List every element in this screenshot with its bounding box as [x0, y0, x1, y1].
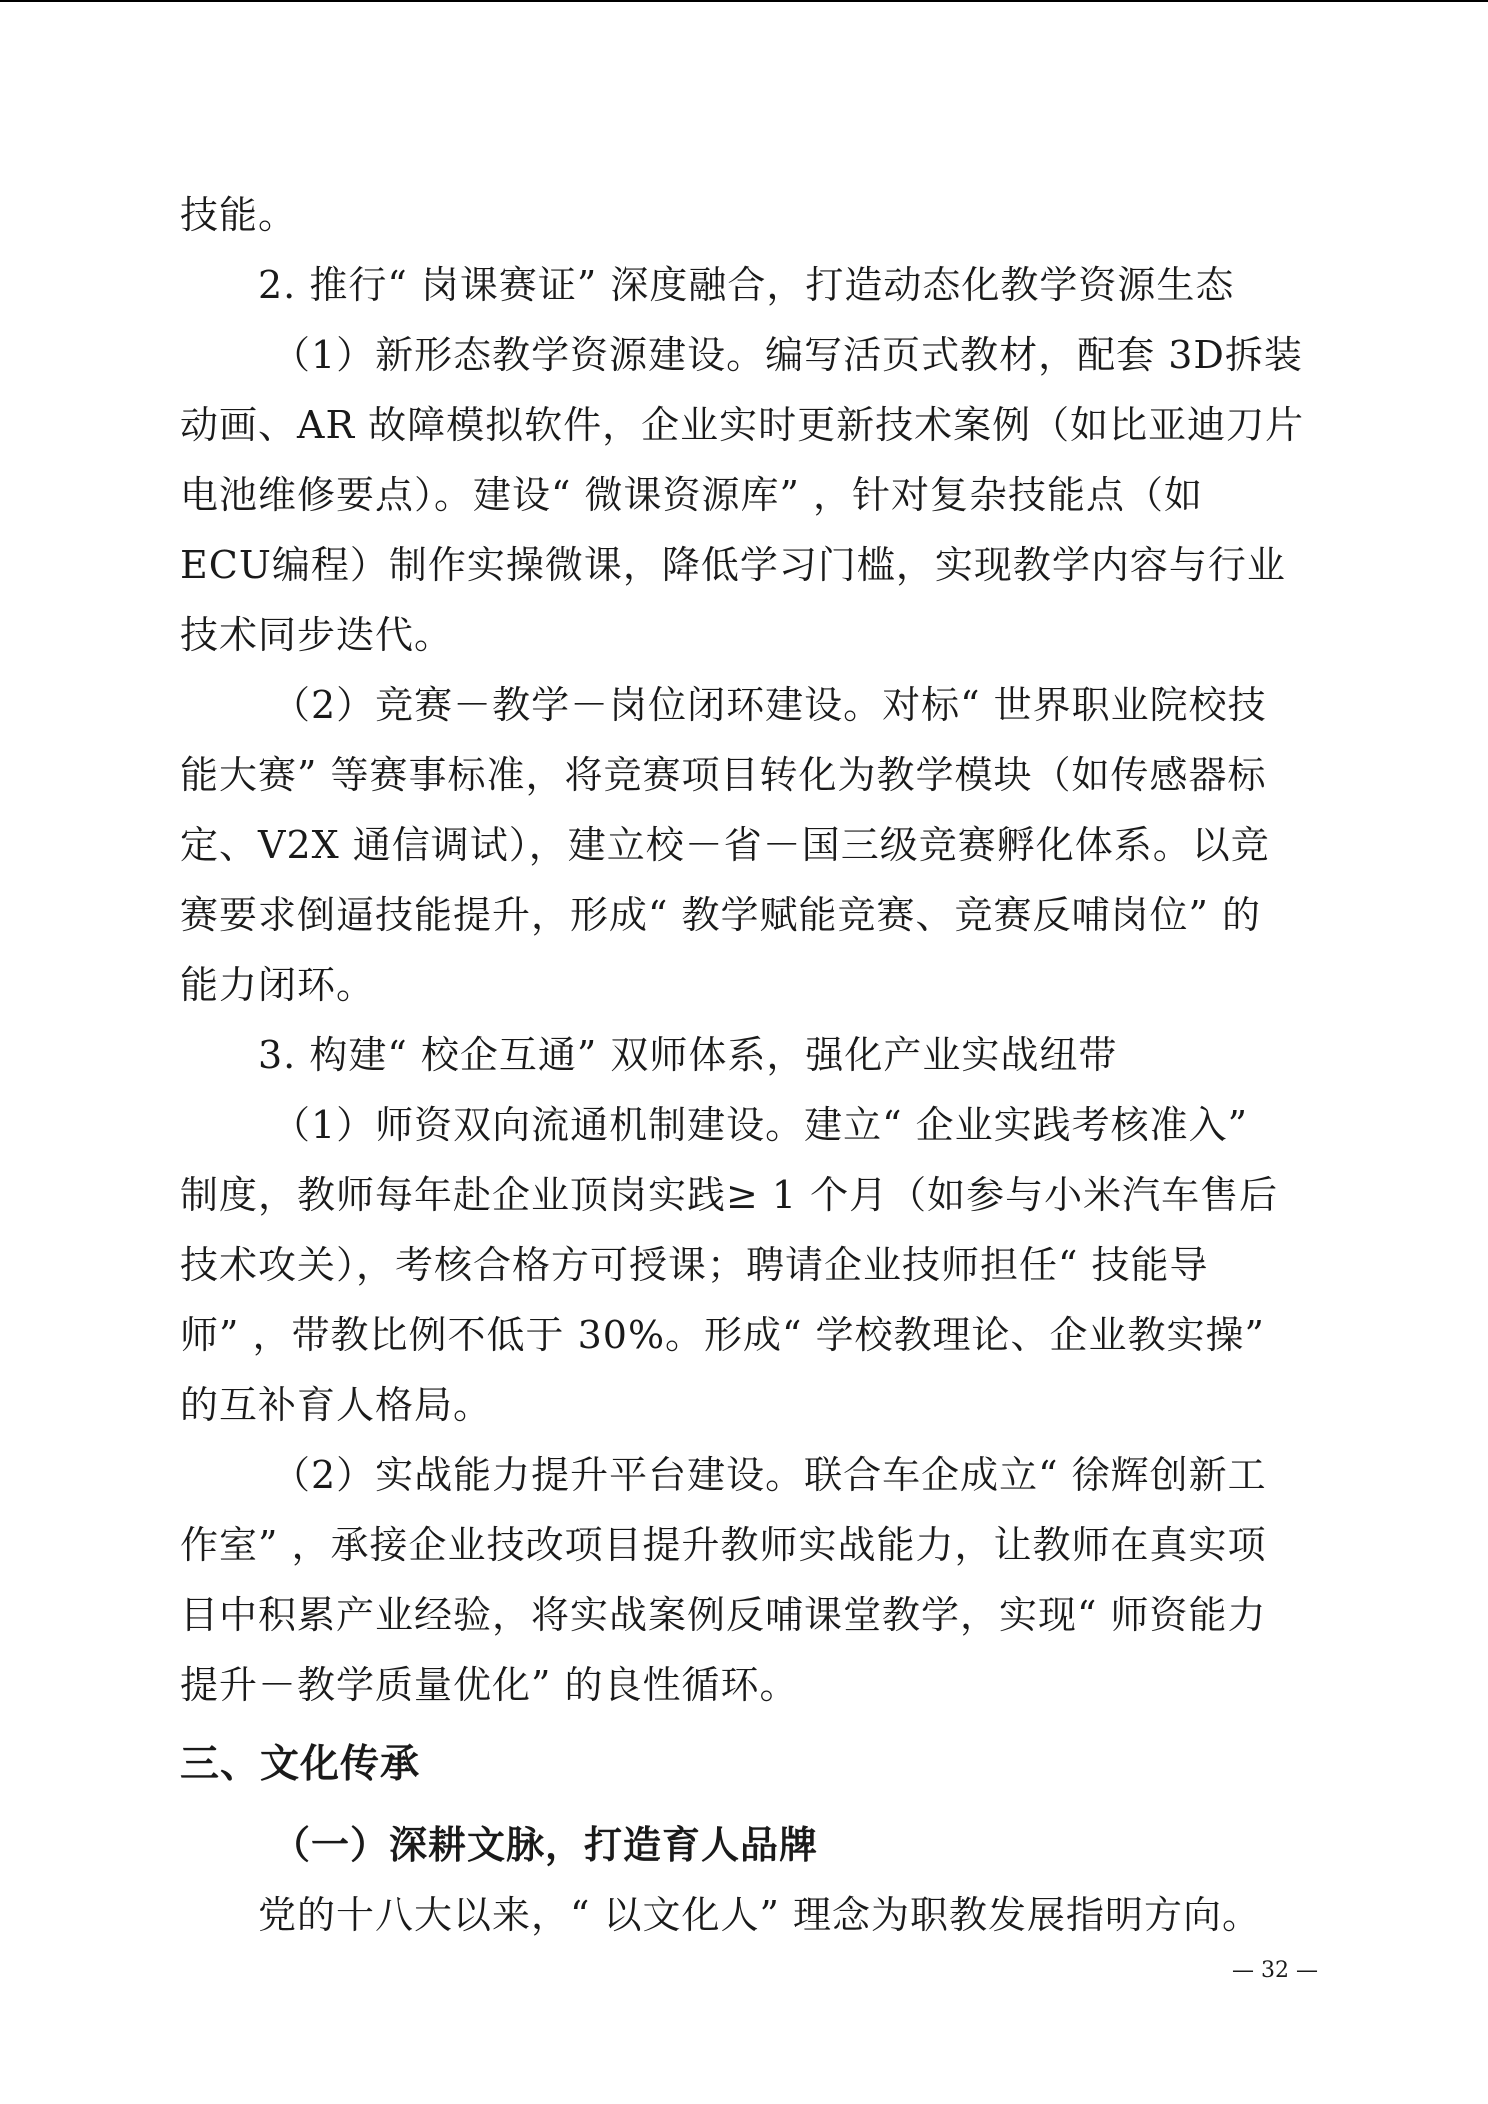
body-text-line: （1）新形态教学资源建设。编写活页式教材，配套 3D拆装	[272, 333, 1303, 377]
body-text-line: 动画、AR 故障模拟软件，企业实时更新技术案例（如比亚迪刀片	[180, 403, 1305, 447]
body-text-line: （1）师资双向流通机制建设。建立“ 企业实践考核准入”	[272, 1103, 1249, 1147]
body-text-line: 提升－教学质量优化” 的良性循环。	[180, 1663, 799, 1707]
body-text-line: ECU编程）制作实操微课，降低学习门槛，实现教学内容与行业	[180, 543, 1286, 587]
chapter-heading: 三、文化传承	[180, 1742, 421, 1787]
body-text-line: 目中积累产业经验，将实战案例反哺课堂教学，实现“ 师资能力	[180, 1593, 1267, 1637]
section-title: 2. 推行“ 岗课赛证” 深度融合，打造动态化教学资源生态	[258, 263, 1235, 307]
top-border-rule	[0, 0, 1488, 2]
body-text-line: （2）竞赛－教学－岗位闭环建设。对标“ 世界职业院校技	[272, 683, 1267, 727]
body-text-line: 赛要求倒逼技能提升，形成“ 教学赋能竞赛、竞赛反哺岗位” 的	[180, 893, 1262, 937]
section-title: 3. 构建“ 校企互通” 双师体系，强化产业实战纽带	[258, 1033, 1118, 1077]
body-text-line: 制度，教师每年赴企业顶岗实践≥ 1 个月（如参与小米汽车售后	[180, 1173, 1279, 1217]
body-text-line: 定、V2X 通信调试），建立校－省－国三级竞赛孵化体系。以竞	[180, 823, 1270, 867]
body-text-line: （2）实战能力提升平台建设。联合车企成立“ 徐辉创新工	[272, 1453, 1267, 1497]
body-text-line: 的互补育人格局。	[180, 1383, 493, 1427]
body-text-line: 师” ，带教比例不低于 30%。形成“ 学校教理论、企业教实操”	[180, 1313, 1265, 1357]
body-text-line: 作室” ，承接企业技改项目提升教师实战能力，让教师在真实项	[180, 1523, 1267, 1567]
body-text-line: 党的十八大以来，“ 以文化人” 理念为职教发展指明方向。	[258, 1893, 1262, 1937]
page-number: — 32 —	[1232, 1958, 1318, 1983]
body-text-line: 技术攻关），考核合格方可授课；聘请企业技师担任“ 技能导	[180, 1243, 1209, 1287]
body-text-line: 技术同步迭代。	[180, 613, 454, 657]
body-text-line: 能力闭环。	[180, 963, 376, 1007]
body-text-line: 电池维修要点）。建设“ 微课资源库” ，针对复杂技能点（如	[180, 473, 1204, 517]
body-text-line: 技能。	[180, 193, 298, 237]
subsection-heading: （一）深耕文脉，打造育人品牌	[272, 1822, 819, 1867]
body-text-line: 能大赛” 等赛事标准，将竞赛项目转化为教学模块（如传感器标	[180, 753, 1267, 797]
